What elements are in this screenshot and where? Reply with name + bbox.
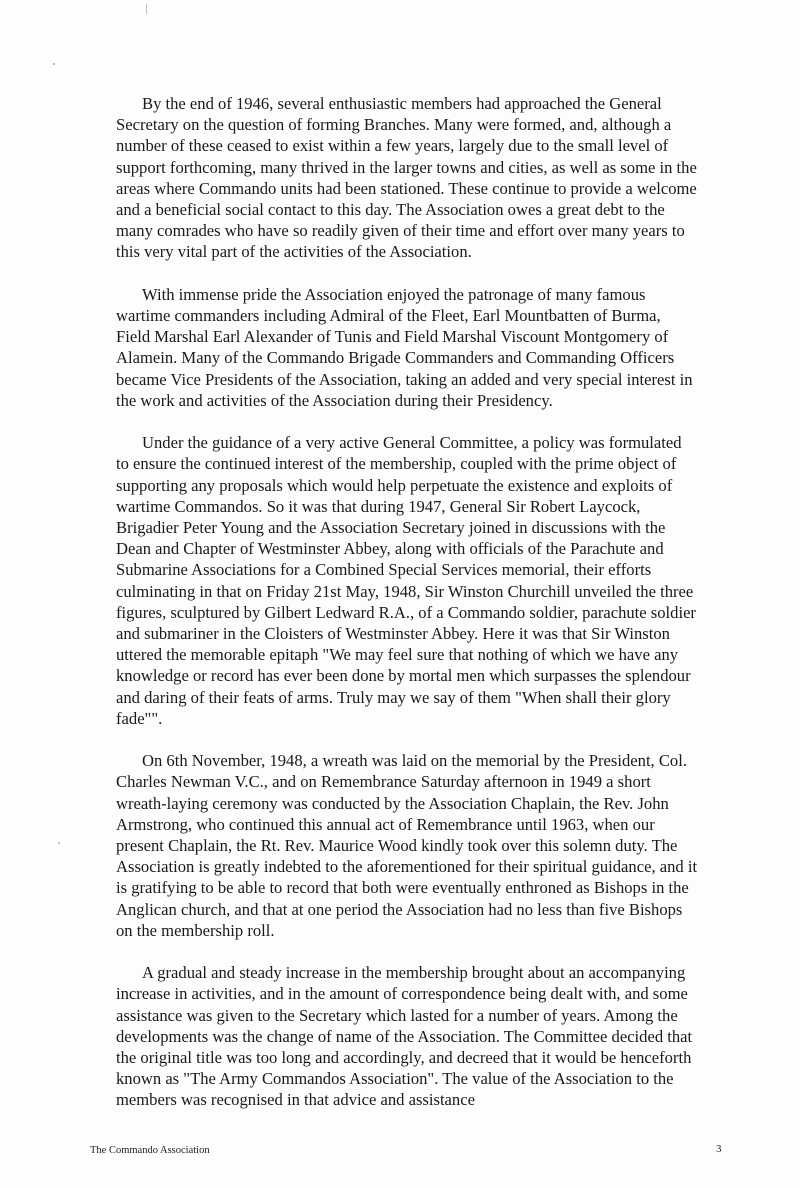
footer-publication: The Commando Association xyxy=(90,1145,210,1156)
scan-mark xyxy=(146,4,147,14)
paragraph-branches: By the end of 1946, several enthusiastic members had approached the General Secretary on the question of forming Branches. Many were formed, and, although a number of these ceased to exist within a few years, largely due to the small level of support forthcoming, many thrived in the larger towns and cities, as well as some in the areas where Commando units had been stationed. These continue to provide a welcome and a beneficial social contact to this day. The Association owes a great debt to the many comrades who have so readily given of their time and effort over many years to this very vital part of the activities of the Association. xyxy=(116,94,697,262)
scan-mark xyxy=(58,842,60,844)
page-number: 3 xyxy=(716,1143,722,1155)
body-text xyxy=(116,93,698,1132)
scan-mark xyxy=(53,63,55,65)
paragraph-remembrance: On 6th November, 1948, a wreath was laid on the memorial by the President, Col. Charles Newman V.C., and on Remembrance Saturday afternoon in 1949 a short wreath-laying ceremony was conducted by the Association Chaplain, the Rev. John Armstrong, who continued this annual act of Remembrance until 1963, when our present Chaplain, the Rt. Rev. Maurice Wood kindly took over this solemn duty. The Association is greatly indebted to the aforementioned for their spiritual guidance, and it is gratifying to be able to record that both were eventually enthroned as Bishops in the Anglican church, and that at one period the Association had no less than five Bishops on the membership roll. xyxy=(116,751,698,940)
paragraph-patronage: With immense pride the Association enjoyed the patronage of many famous wartime commanders including Admiral of the Fleet, Earl Mountbatten of Burma, Field Marshal Earl Alexander of Tunis and Field Marshal Viscount Montgomery of Alamein. Many of the Commando Brigade Commanders and Commanding Officers became Vice Presidents of the Association, taking an added and very special interest in the work and activities of the Association during their Presidency. xyxy=(116,284,693,410)
paragraph-membership: A gradual and steady increase in the membership brought about an accompanying increase in activities, and in the amount of correspondence being dealt with, and some assistance was given to the Secretary which lasted for a number of years. Among the developments was the change of name of the Association. The Committee decided that the original title was too long and accordingly, and decreed that it would be henceforth known as "The Army Commandos Association". The value of the Association to the members was recognised in that advice and assistance xyxy=(116,963,693,1110)
paragraph-memorial: Under the guidance of a very active General Committee, a policy was formulated to ensure the continued interest of the membership, coupled with the prime object of supporting any proposals which would help perpetuate the existence and exploits of wartime Commandos. So it was that during 1947, General Sir Robert Laycock, Brigadier Peter Young and the Association Secretary joined in discussions with the Dean and Chapter of Westminster Abbey, along with officials of the Parachute and Submarine Associations for a Combined Special Services memorial, their efforts culminating in that on Friday 21st May, 1948, Sir Winston Churchill unveiled the three figures, sculptured by Gilbert Ledward R.A., of a Commando soldier, parachute soldier and submariner in the Cloisters of Westminster Abbey. Here it was that Sir Winston uttered the memorable epitaph "We may feel sure that nothing of which we have any knowledge or record has ever been done by mortal men which surpasses the splendour and daring of their feats of arms. Truly may we say of them "When shall their glory fade"". xyxy=(116,433,696,728)
